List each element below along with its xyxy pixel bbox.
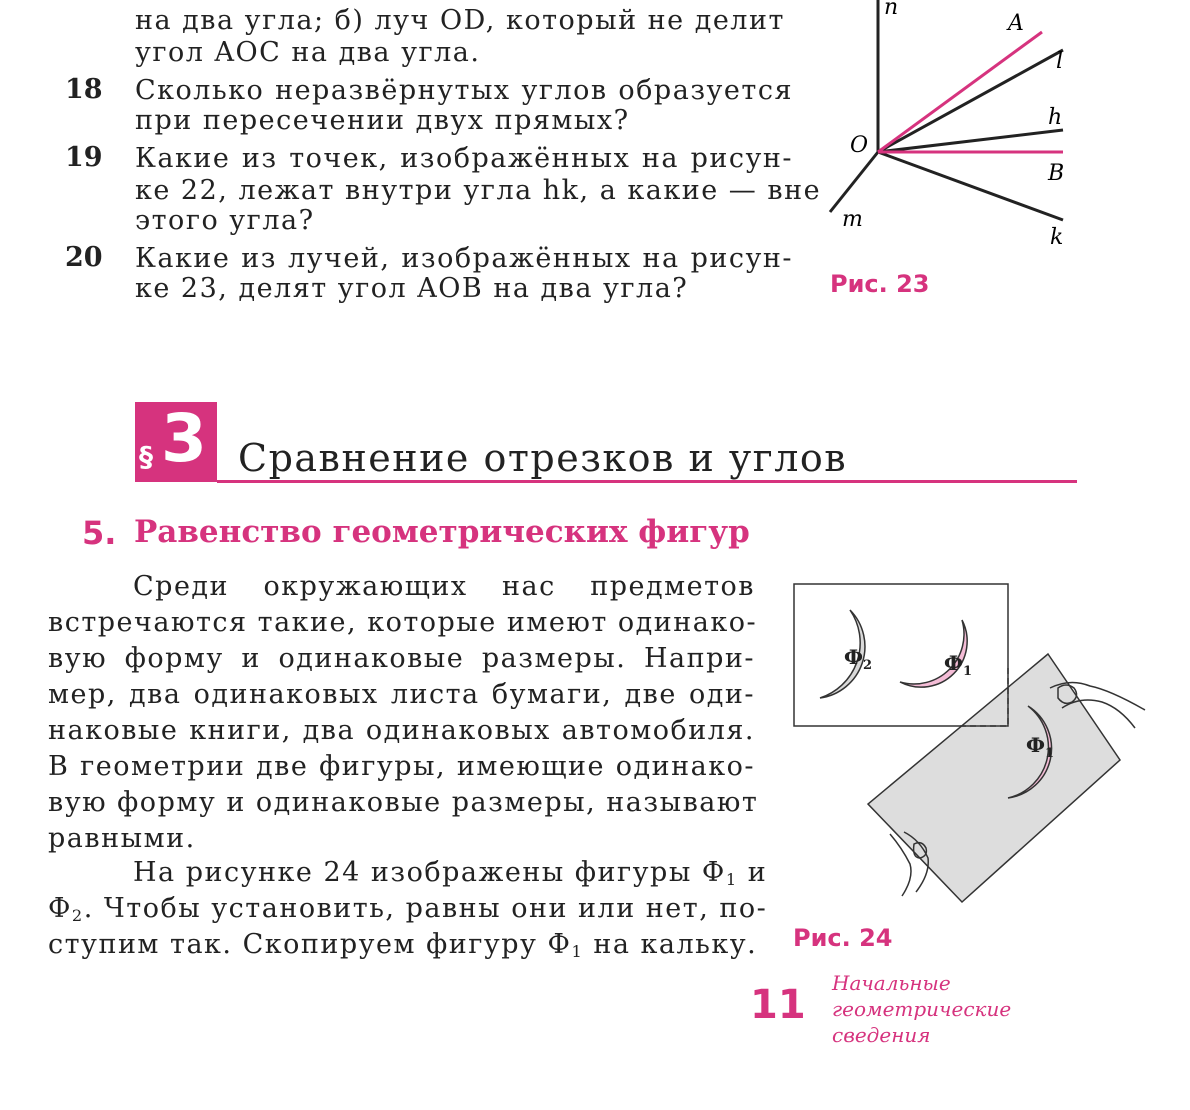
paper-frame: [794, 584, 1008, 726]
paragraph-line: Среди окружающих нас предметов: [133, 571, 755, 602]
label-b: B: [1048, 161, 1065, 186]
question-text-line: ке 23, делят угол AOB на два угла?: [135, 273, 689, 304]
label-o: O: [850, 133, 869, 158]
question-text-line: Какие из точек, изображённых на рисун-: [135, 143, 793, 174]
question-text-line: Какие из лучей, изображённых на рисун-: [135, 243, 793, 274]
question-text-line: при пересечении двух прямых?: [135, 105, 630, 136]
paragraph-line: равными.: [48, 823, 196, 854]
question-number: 20: [65, 242, 103, 273]
paragraph-line: ступим так. Скопируем фигуру $Ф_1$ на кальку.: [48, 929, 758, 961]
paragraph-line: В геометрии две фигуры, имеющие одинако-: [48, 751, 755, 782]
label-phi-2: $Ф_2$: [844, 645, 873, 673]
figure-23-caption: Рис. 23: [830, 270, 930, 298]
paragraph-line: мер, два одинаковых листа бумаги, две оди-: [48, 679, 755, 710]
label-k: k: [1050, 225, 1064, 250]
paragraph-line: вую форму и одинаковые размеры. Напри-: [48, 643, 755, 674]
label-a: A: [1008, 11, 1024, 36]
label-m: m: [842, 207, 863, 232]
label-l: l: [1056, 49, 1064, 74]
subsection-title: Равенство геометрических фигур: [134, 514, 750, 550]
question-text-line: этого угла?: [135, 205, 315, 236]
paragraph-line: наковые книги, два одинаковых автомобиля.: [48, 715, 755, 746]
section-rule: [217, 480, 1077, 483]
ray-l: [878, 50, 1063, 152]
paragraph-line: $Ф_2$. Чтобы установить, равны они или нет, по-: [48, 893, 768, 925]
label-phi-1-original: $Ф_1$: [944, 651, 973, 679]
figure-24-diagram: [790, 578, 1160, 918]
section-title: Сравнение отрезков и углов: [238, 436, 848, 480]
question-text-line: Сколько неразвёрнутых углов образуется: [135, 75, 793, 106]
question-number: 19: [65, 142, 103, 173]
figure-23-diagram: [820, 0, 1080, 260]
section-number: 3: [161, 400, 207, 477]
label-h: h: [1048, 105, 1063, 130]
section-badge: [135, 402, 217, 482]
question-number: 18: [65, 74, 103, 105]
question-text-line: ке 22, лежат внутри угла hk, а какие — вне: [135, 175, 822, 206]
label-phi-1-copy: $Ф_1$: [1026, 733, 1055, 761]
label-n: n: [884, 0, 899, 20]
ray-m: [830, 152, 878, 212]
paragraph-line: встречаются такие, которые имеют одинако-: [48, 607, 758, 638]
ray-k: [878, 152, 1063, 220]
prev-text-line-1: на два угла; б) луч OD, который не делит: [135, 5, 785, 36]
paragraph-line: На рисунке 24 изображены фигуры $Ф_1$ и: [133, 857, 768, 889]
tracing-paper: [868, 654, 1120, 902]
paragraph-line: вую форму и одинаковые размеры, называют: [48, 787, 759, 818]
figure-24-caption: Рис. 24: [793, 924, 893, 952]
subsection-number: 5.: [82, 514, 117, 552]
section-sign: §: [139, 440, 153, 473]
chapter-title: Начальные геометрические сведения: [832, 971, 1012, 1047]
page-number: 11: [750, 982, 806, 1028]
prev-text-line-2: угол AOC на два угла.: [135, 37, 481, 68]
